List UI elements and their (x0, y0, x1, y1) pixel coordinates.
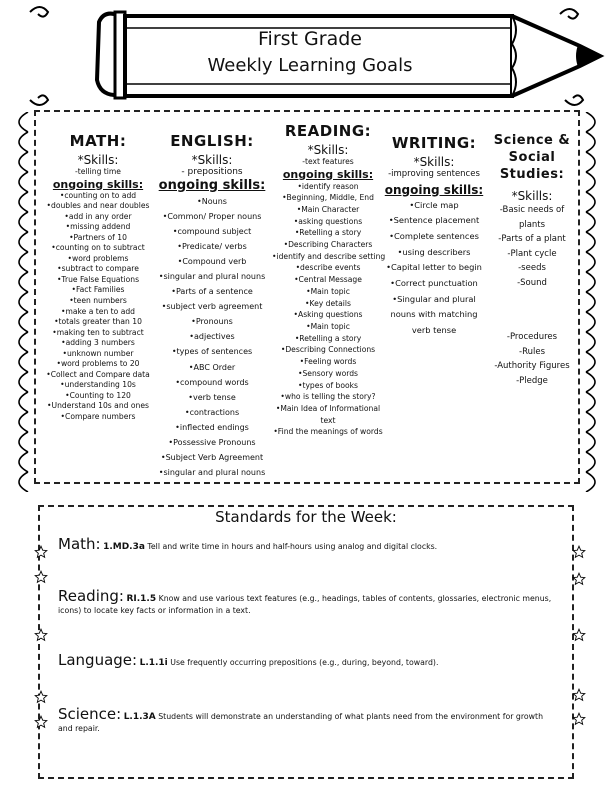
skill-item: •Main Idea of Informational (275, 403, 381, 413)
reading-column (272, 122, 384, 438)
skill-item: -Plant cycle (507, 248, 557, 259)
writing-skill: -improving sentences (388, 169, 480, 179)
skill-item: text (320, 415, 336, 425)
skill-item: •Describing Characters (283, 240, 373, 250)
skill-item: •Understand 10s and ones (47, 401, 149, 411)
star-icon (572, 545, 586, 559)
standard-label: Math: (58, 535, 101, 553)
skill-item: •singular and plural nouns (158, 468, 266, 478)
skill-item: •types of sentences (171, 347, 253, 357)
skill-item: •totals greater than 10 (54, 317, 142, 327)
skill-item: •Collect and Compare data (46, 369, 150, 379)
skill-item: •Retelling a story (294, 228, 362, 238)
skill-item: •Partners of 10 (69, 232, 127, 242)
skill-item: •Find the meanings of words (273, 427, 383, 437)
skill-item: •Correct punctuation (390, 278, 478, 289)
star-icon (572, 628, 586, 642)
skill-item: •Asking questions (293, 310, 363, 320)
skill-item: •adding 3 numbers (61, 338, 135, 348)
standard-text: Tell and write time in hours and half-hours using analog and digital clocks. (147, 542, 438, 551)
skill-item: •types of books (297, 380, 358, 390)
reading-ongoing-label: ongoing skills: (282, 167, 374, 181)
skill-item: •who is telling the story? (280, 392, 376, 402)
math-column (44, 132, 152, 423)
skill-item: •Counting to 120 (65, 390, 131, 400)
skill-item: •Main topic (306, 321, 350, 331)
skill-item: •describe events (295, 263, 361, 273)
english-column (152, 132, 272, 480)
skill-item: •Sensory words (297, 368, 359, 378)
reading-skills-label: *Skills: (307, 143, 349, 157)
science-heading: Science & Social Studies: (493, 133, 571, 182)
skill-item: •teen numbers (69, 296, 127, 306)
math-heading: MATH: (69, 132, 127, 150)
skill-item: •compound subject (172, 226, 252, 236)
writing-column (384, 134, 484, 339)
skill-item: •unknown number (62, 348, 134, 358)
skill-item: •Complete sentences (389, 230, 479, 241)
skill-item: •singular and plural nouns (158, 272, 266, 282)
skill-item: •Fact Families (71, 285, 125, 295)
skill-item: •adjectives (189, 332, 235, 342)
skill-item: •True False Equations (56, 274, 140, 284)
writing-heading: WRITING: (391, 134, 477, 152)
star-icon (34, 690, 48, 704)
skill-item: -Authority Figures (494, 361, 570, 371)
skill-item: •Main topic (306, 286, 350, 296)
skill-item: •Describing Connections (280, 345, 376, 355)
english-skill: - prepositions (181, 167, 243, 177)
skill-item: •Pronouns (191, 317, 233, 327)
reading-heading: READING: (284, 122, 372, 140)
standard-label: Language: (58, 651, 138, 669)
star-icon (572, 712, 586, 726)
skill-item: plants (518, 219, 546, 230)
skill-item: -Pledge (516, 375, 548, 386)
skill-item: •Retelling a story (294, 333, 362, 343)
standard-reading (58, 587, 558, 617)
standard-code: 1.MD.3a (103, 542, 145, 552)
reading-skill: -text features (302, 157, 354, 166)
math-skill: -telling time (75, 167, 121, 176)
skill-item: •Central Message (294, 275, 362, 285)
star-icon (572, 572, 586, 586)
writing-ongoing-label: ongoing skills: (384, 182, 484, 197)
english-ongoing-label: ongoing skills: (158, 177, 266, 193)
skill-item: •Possessive Pronouns (168, 438, 256, 448)
skill-item: •Sentence placement (388, 215, 480, 226)
skill-item: nouns with matching (390, 309, 478, 320)
skill-item: •Compound verb (177, 256, 247, 266)
skill-item: •Capital letter to begin (386, 262, 482, 273)
skill-item: •Feeling words (299, 357, 357, 367)
skill-item: •counting on to add (59, 190, 137, 200)
skill-item: verb tense (411, 325, 457, 336)
skill-item: •Predicate/ verbs (177, 241, 247, 251)
standard-text: Students will demonstrate an understanding of what plants need from the environment for growth and repair. (58, 712, 544, 733)
skill-item: •identify and describe setting (272, 251, 386, 261)
standard-label: Reading: (58, 587, 124, 605)
skill-item: •understanding 10s (60, 380, 136, 390)
skill-item: •Common/ Proper nouns (162, 211, 262, 221)
skill-item: •compound words (175, 377, 249, 387)
skill-item: -Basic needs of (499, 205, 565, 215)
skill-item: •Subject Verb Agreement (160, 453, 264, 463)
skill-item: •Parts of a sentence (171, 287, 253, 297)
skill-item: •Key details (305, 298, 351, 308)
star-icon (34, 628, 48, 642)
star-icon (572, 688, 586, 702)
math-skills-label: *Skills: (77, 153, 119, 167)
standards-title: Standards for the Week: (215, 508, 397, 526)
standard-code: L.1.3A (123, 712, 156, 722)
skill-item: •Beginning, Middle, End (282, 193, 374, 203)
skill-item: •missing addend (65, 222, 131, 232)
skill-item: •make a ten to add (60, 306, 136, 316)
skill-item: -Parts of a plant (498, 234, 566, 244)
scallop-border-left (6, 112, 36, 492)
skill-item: -Procedures (506, 332, 558, 342)
science-social-studies-column (486, 132, 578, 388)
english-heading: ENGLISH: (170, 132, 254, 150)
skill-item: •add in any order (64, 211, 132, 221)
standard-code: RI.1.5 (126, 594, 157, 604)
skill-item: •inflected endings (175, 422, 249, 432)
standard-math (58, 535, 558, 553)
star-icon (34, 570, 48, 584)
standard-text: Know and use various text features (e.g., headings, tables of contents, glossaries, electronic menus, icons) to locate key facts or information in a text. (58, 594, 552, 615)
standard-label: Science: (58, 705, 122, 723)
skill-item: -Rules (519, 346, 545, 357)
math-ongoing-label: ongoing skills: (52, 177, 144, 191)
skill-item: •Singular and plural (392, 293, 476, 304)
skill-item: •word problems to 20 (56, 359, 140, 369)
skill-item: -seeds (518, 263, 546, 273)
skill-item: •Compare numbers (60, 412, 136, 422)
writing-skills-label: *Skills: (413, 155, 455, 169)
skill-item: •subject verb agreement (161, 302, 263, 312)
skill-item: •counting on to subtract (51, 243, 145, 253)
standard-science (58, 705, 558, 735)
skill-item: •Nouns (197, 196, 227, 206)
skill-item: -Sound (517, 277, 547, 288)
standard-language (58, 651, 558, 669)
skill-item: •word problems (67, 253, 129, 263)
star-icon (34, 545, 48, 559)
skill-item: •making ten to subtract (52, 327, 144, 337)
scallop-border-right (578, 112, 608, 492)
skill-item: •asking questions (293, 216, 363, 226)
skill-item: •doubles and near doubles (46, 201, 150, 211)
star-icon (34, 715, 48, 729)
skill-item: •verb tense (188, 392, 236, 402)
skill-item: •using describers (397, 246, 471, 257)
skill-item: •Circle map (409, 199, 459, 210)
page-subtitle: Weekly Learning Goals (207, 55, 413, 76)
science-skills-label: *Skills: (511, 189, 553, 203)
english-skills-label: *Skills: (191, 153, 233, 167)
skill-item: •identify reason (297, 181, 359, 191)
skill-item: •Main Character (296, 204, 360, 214)
standard-text: Use frequently occurring prepositions (e.g., during, beyond, toward). (170, 658, 439, 667)
skill-item: •subtract to compare (57, 264, 139, 274)
skill-item: •contractions (184, 407, 240, 417)
skill-item: •ABC Order (188, 362, 236, 372)
page-title: First Grade (258, 28, 362, 50)
standard-code: L.1.1i (139, 658, 168, 668)
